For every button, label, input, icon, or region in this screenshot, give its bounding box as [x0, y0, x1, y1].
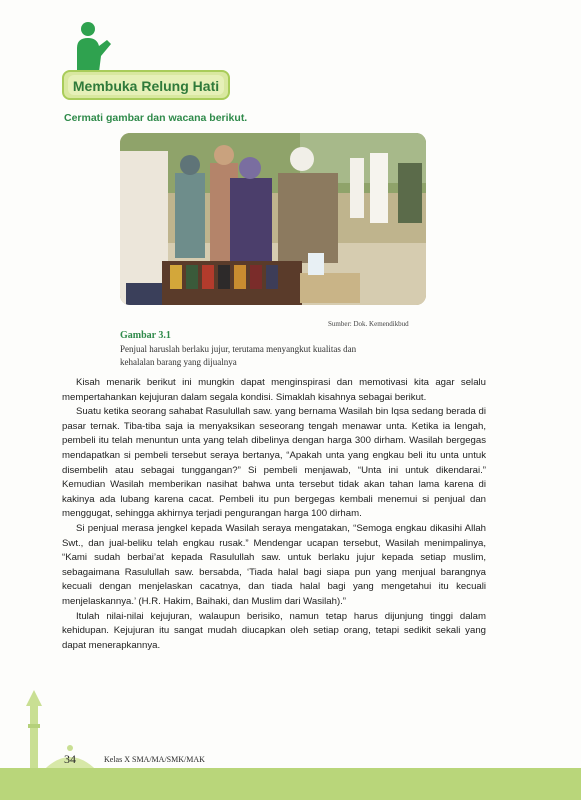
figure-caption-line: kehalalan barang yang dijualnya: [120, 357, 237, 367]
section-instruction: Cermati gambar dan wacana berikut.: [64, 112, 248, 124]
paragraph: Kisah menarik berikut ini mungkin dapat menginspirasi dan memotivasi kita agar selalu mempertahankan kejujuran dalam segala kondisi. Simaklah kisahnya sebagai berikut.: [62, 377, 486, 403]
market-photo: [120, 133, 426, 305]
paragraph: Suatu ketika seorang sahabat Rasulullah saw. yang bernama Wasilah bin Iqsa sedang berada di pasar ternak. Tiba-tiba saja ia menyaksikan seseorang tengah menawar unta. Ketika ia lengah, pembeli itu telah menuntun unta yang telah dibelinya dengan harga 300 dirham. Wasilah bergegas mendapatkan si pembeli tersebut seraya bertanya, “Apakah unta yang engkau beli itu unta untuk disembelih atau sebagai tunggangan?” Si pembeli menjawab, “Unta ini untuk dikendarai.” Kemudian Wasilah memberikan nasihat bahwa unta tersebut tidak akan tahan lama karena di kakinya ada lubang karena cacat. Pembeli itu pun bergegas kembali menemui si penjual dan menggugat, sehingga akhirnya terjadi pengurangan harga 100 dirham.: [62, 406, 486, 520]
section-banner: [62, 70, 230, 100]
footer-band: [0, 768, 581, 800]
figure-label: Gambar 3.1: [120, 330, 171, 341]
book-label: Kelas X SMA/MA/SMK/MAK: [104, 755, 205, 764]
paragraph: Itulah nilai-nilai kejujuran, walaupun berisiko, namun tetap harus dijunjung tinggi dalam kehidupan. Kejujuran itu sangat mudah diucapkan oleh setiap orang, tetapi sedikit sekali yang dapat menerapkannya.: [62, 610, 486, 651]
paragraph: Si penjual merasa jengkel kepada Wasilah seraya mengatakan, “Semoga engkau dikasihi Allah Swt., dan jual-beliku telah engkau rusak.” Mendengar ucapan tersebut, Wasilah menimpalinya, “Kami sudah berbai’at kepada Rasulullah saw. untuk berlaku jujur kepada setiap muslim, sebagaimana Rasulullah saw. bersabda, ‘Tiada halal bagi siapa pun yang menjual barangnya kecuali dengan menjelaskan cacatnya, dan tiada halal bagi yang mengetahui itu kecuali menjelaskannya.’ (H.R. Hakim, Baihaki, dan Muslim dari Wasilah).”: [62, 522, 486, 607]
figure-caption: [120, 343, 410, 369]
section-title: Membuka Relung Hati: [72, 78, 220, 94]
praying-figure-icon: [73, 20, 113, 72]
figure-source: Sumber: Dok. Kemendikbud: [328, 320, 409, 328]
page-number: 34: [64, 752, 76, 766]
figure-caption-line: Penjual haruslah berlaku jujur, terutama menyangkut kualitas dan: [120, 344, 357, 354]
story-text: [62, 376, 486, 653]
